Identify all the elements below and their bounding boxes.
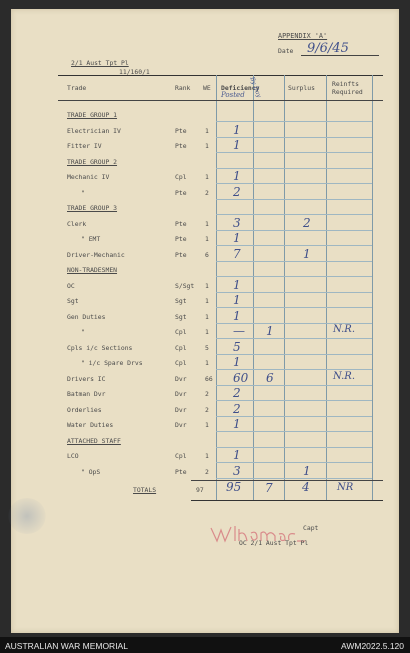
column-rule-reinfts — [326, 75, 327, 501]
cell-surplus: 2 — [303, 215, 311, 230]
cell-trade: LCO — [67, 452, 79, 460]
totals-label: TOTALS — [133, 486, 157, 494]
totals-top-rule — [191, 480, 383, 481]
col-header-deficiency: Deficiency — [221, 84, 260, 92]
totals-posted: 95 — [226, 480, 242, 494]
cell-trade: Electrician IV — [67, 126, 121, 135]
cell-we: 66 — [205, 374, 213, 383]
row-rule — [216, 152, 372, 153]
totals-deficiency: 7 — [265, 481, 273, 495]
unit-line2: 11/160/1 — [119, 68, 150, 76]
cell-rank: S/Sgt — [175, 281, 195, 290]
cell-trade: Clerk — [67, 219, 87, 228]
cell-rank: Pte — [175, 142, 187, 150]
header-bottom-rule — [58, 100, 383, 101]
cell-we: 6 — [205, 250, 209, 259]
row-rule — [216, 431, 372, 432]
cell-posted: 2 — [233, 386, 241, 400]
cell-rank: Cpl — [175, 343, 187, 352]
cell-rank: Sgt — [175, 312, 187, 321]
cell-rank: Dvr — [175, 405, 187, 414]
cell-posted: 60 — [233, 370, 249, 385]
col-header-surplus: Surplus — [288, 84, 315, 92]
column-rule-we — [216, 75, 217, 501]
cell-trade: Mechanic IV — [67, 173, 110, 181]
cell-trade: NON-TRADESMEN — [67, 266, 118, 274]
cell-rank: Pte — [175, 467, 187, 476]
cell-trade: TRADE GROUP 2 — [67, 157, 118, 166]
totals-surplus: 4 — [302, 480, 310, 494]
row-rule — [216, 478, 372, 479]
col-header-we: WE — [203, 84, 211, 92]
cell-rank: Pte — [175, 235, 187, 243]
cell-we: 5 — [205, 343, 209, 352]
cell-we: 1 — [205, 142, 209, 150]
cell-we: 2 — [205, 188, 209, 197]
cell-posted: 2 — [233, 184, 241, 199]
cell-trade: Driver-Mechanic — [67, 250, 125, 259]
column-rule-right — [372, 75, 373, 501]
cell-we: 1 — [205, 219, 209, 228]
cell-rank: Pte — [175, 219, 187, 228]
cell-trade: " i/c Spare Drvs — [81, 359, 143, 367]
unit-line1: 2/1 Aust Tpt Pl — [71, 59, 129, 67]
cell-rank: Dvr — [175, 421, 187, 429]
totals-reinfts: NR — [337, 482, 354, 493]
date-value: 9/6/45 — [307, 41, 349, 56]
cell-we: 1 — [205, 126, 209, 135]
cell-trade: TRADE GROUP 1 — [67, 111, 118, 119]
cell-trade: OC — [67, 281, 75, 290]
cell-trade: ATTACHED STAFF — [67, 436, 121, 445]
cell-trade: Orderlies — [67, 405, 102, 414]
cell-posted: 1 — [233, 122, 241, 137]
cell-trade: " OpS — [81, 467, 101, 476]
date-label: Date — [278, 47, 294, 55]
cell-posted: — — [233, 324, 245, 338]
cell-we: 2 — [205, 390, 209, 398]
cell-surplus: 1 — [303, 246, 311, 261]
column-rule-surplus — [284, 75, 285, 501]
cell-posted: 1 — [233, 169, 241, 183]
col-header-reinfts: Reinfts Required — [332, 80, 363, 96]
ink-stamp-mark — [8, 498, 46, 534]
totals-bottom-rule — [191, 500, 383, 501]
cell-rank: Dvr — [175, 374, 187, 383]
cell-posted: 3 — [233, 215, 241, 230]
col-note-posted: Posted — [221, 91, 245, 99]
col-header-trade: Trade — [67, 84, 87, 92]
appendix-label: APPENDIX 'A' — [278, 32, 328, 40]
cell-trade: Drivers IC — [67, 374, 106, 383]
cell-trade: TRADE GROUP 3 — [67, 204, 118, 212]
cell-posted: 1 — [233, 231, 241, 245]
cell-we: 1 — [205, 312, 209, 321]
cell-trade: " — [81, 328, 85, 336]
footer-right: AWM2022.5.120 — [341, 641, 404, 651]
cell-rank: Cpl — [175, 328, 187, 336]
cell-rank: Cpl — [175, 359, 187, 367]
col-header-rank: Rank — [175, 84, 191, 92]
cell-trade: Cpls i/c Sections — [67, 343, 133, 352]
cell-deficiency: 1 — [266, 324, 274, 338]
cell-posted: 7 — [233, 246, 241, 261]
cell-posted: 2 — [233, 401, 241, 416]
cell-trade: Water Duties — [67, 421, 114, 429]
cell-posted: 1 — [233, 293, 241, 307]
row-rule — [216, 261, 372, 262]
cell-deficiency: 6 — [266, 370, 274, 385]
cell-rank: Pte — [175, 250, 187, 259]
cell-trade: Fitter IV — [67, 142, 102, 150]
cell-we: 1 — [205, 281, 209, 290]
cell-posted: 1 — [233, 138, 241, 152]
cell-trade: Gen Duties — [67, 312, 106, 321]
cell-we: 1 — [205, 452, 209, 460]
cell-posted: 5 — [233, 339, 241, 354]
cell-we: 1 — [205, 297, 209, 305]
cell-trade: " — [81, 188, 85, 197]
cell-posted: 1 — [233, 355, 241, 369]
col-note-by-day: By Day — [248, 76, 263, 99]
cell-posted: 1 — [233, 308, 241, 323]
row-rule — [216, 199, 372, 200]
archive-footer — [0, 637, 410, 653]
cell-we: 2 — [205, 405, 209, 414]
cell-rank: Cpl — [175, 173, 187, 181]
cell-rank: Sgt — [175, 297, 187, 305]
cell-we: 1 — [205, 173, 209, 181]
cell-trade: Sgt — [67, 297, 79, 305]
totals-we: 97 — [196, 486, 204, 494]
signature-rank: Capt — [303, 524, 319, 532]
cell-we: 1 — [205, 235, 209, 243]
cell-posted: 1 — [233, 448, 241, 462]
table-top-rule — [58, 75, 383, 76]
date-underline — [301, 55, 379, 56]
cell-surplus: 1 — [303, 463, 311, 478]
cell-reinfts: N.R. — [333, 370, 355, 382]
cell-trade: " EMT — [81, 235, 101, 243]
cell-reinfts: N.R. — [333, 324, 355, 335]
cell-we: 2 — [205, 467, 209, 476]
cell-posted: 1 — [233, 277, 241, 292]
cell-posted: 1 — [233, 417, 241, 431]
cell-we: 1 — [205, 421, 209, 429]
signature-appointment: OC 2/1 Aust Tpt Pl — [239, 539, 309, 547]
cell-rank: Cpl — [175, 452, 187, 460]
document-page — [11, 9, 399, 633]
cell-trade: Batman Dvr — [67, 390, 106, 398]
column-rule-deficiency — [253, 75, 254, 501]
cell-we: 1 — [205, 359, 209, 367]
footer-left: AUSTRALIAN WAR MEMORIAL — [5, 641, 128, 651]
cell-rank: Pte — [175, 188, 187, 197]
cell-rank: Pte — [175, 126, 187, 135]
cell-rank: Dvr — [175, 390, 187, 398]
cell-posted: 3 — [233, 463, 241, 478]
cell-we: 1 — [205, 328, 209, 336]
